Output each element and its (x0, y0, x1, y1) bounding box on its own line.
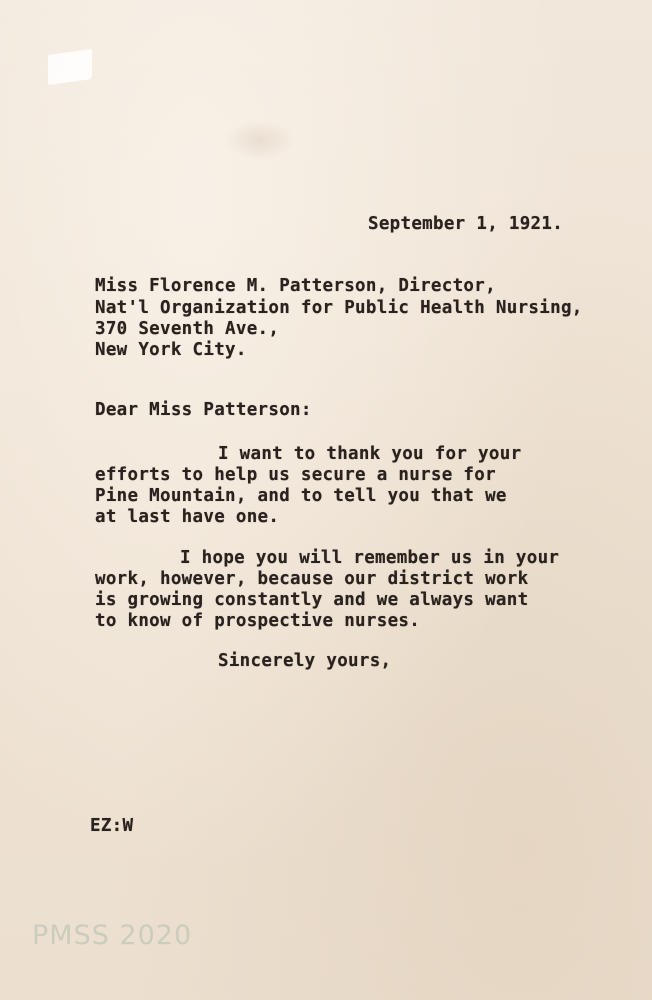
letter-date: September 1, 1921. (368, 214, 564, 234)
paragraph1-line: at last have one. (95, 507, 280, 527)
paragraph1-line: I want to thank you for your (218, 444, 522, 464)
recipient-street-line: 370 Seventh Ave., (95, 319, 280, 339)
paper-stain (225, 120, 295, 160)
salutation: Dear Miss Patterson: (95, 400, 312, 420)
paragraph2-line: is growing constantly and we always want (95, 590, 529, 610)
paragraph2-line: I hope you will remember us in your (180, 548, 560, 568)
recipient-city-line: New York City. (95, 340, 247, 360)
typist-initials: EZ:W (90, 816, 134, 836)
paragraph2-line: to know of prospective nurses. (95, 611, 421, 631)
paragraph2-line: work, however, because our district work (95, 569, 529, 589)
tape-mark (48, 49, 92, 85)
paragraph1-line: efforts to help us secure a nurse for (95, 465, 496, 485)
recipient-organization-line: Nat'l Organization for Public Health Nursing, (95, 298, 583, 318)
recipient-name-line: Miss Florence M. Patterson, Director, (95, 276, 496, 296)
closing: Sincerely yours, (218, 651, 392, 671)
paragraph1-line: Pine Mountain, and to tell you that we (95, 486, 507, 506)
watermark: PMSS 2020 (32, 920, 193, 951)
